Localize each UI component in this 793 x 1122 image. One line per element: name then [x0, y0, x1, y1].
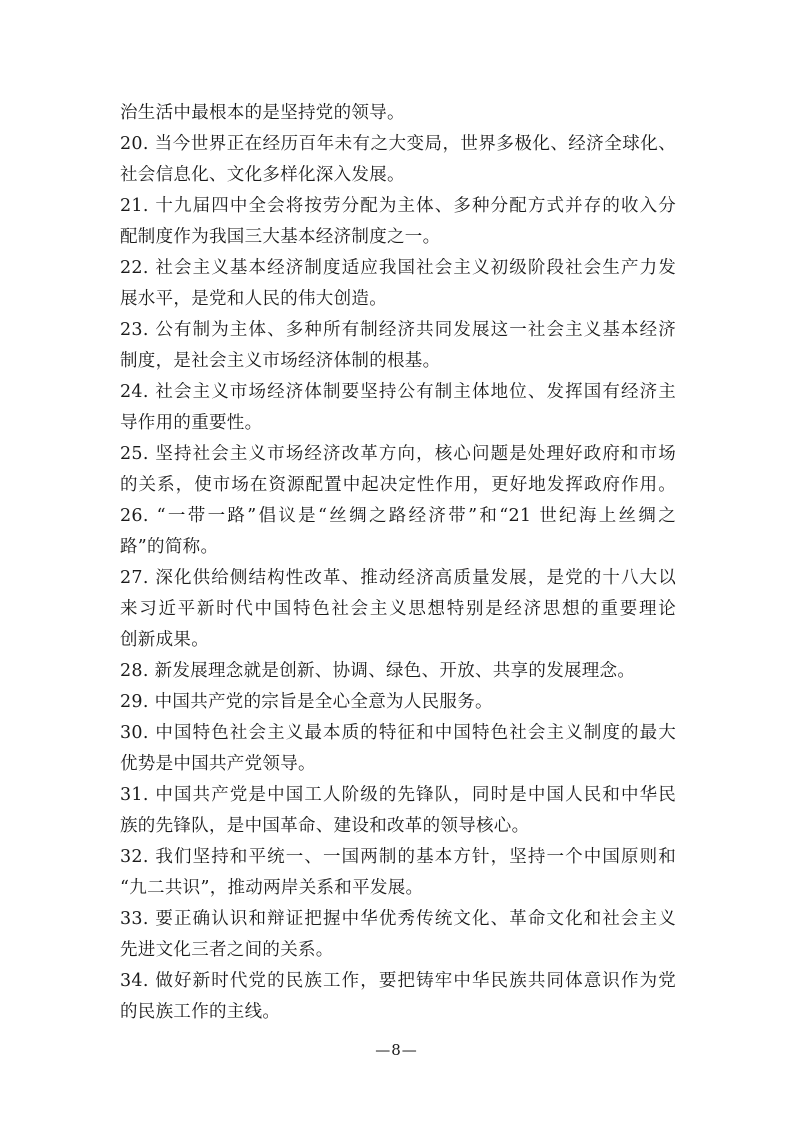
text-line: 34. 做好新时代党的民族工作，要把铸牢中华民族共同体意识作为党	[120, 971, 676, 991]
text-line: 创新成果。	[120, 630, 209, 650]
text-line: 的民族工作的主线。	[120, 1002, 281, 1022]
text-line: 展水平，是党和人民的伟大创造。	[120, 289, 387, 309]
text-line: 25. 坚持社会主义市场经济改革方向，核心问题是处理好政府和市场	[120, 444, 676, 464]
text-line: 32. 我们坚持和平统一、一国两制的基本方针，坚持一个中国原则和	[120, 847, 676, 867]
text-line: 21. 十九届四中全会将按劳分配为主体、多种分配方式并存的收入分	[120, 196, 676, 216]
text-line: 23. 公有制为主体、多种所有制经济共同发展这一社会主义基本经济	[120, 320, 676, 340]
document-body	[120, 98, 676, 1028]
text-line: 29. 中国共产党的宗旨是全心全意为人民服务。	[120, 692, 493, 712]
text-line: 30. 中国特色社会主义最本质的特征和中国特色社会主义制度的最大	[120, 723, 676, 743]
text-line: 路”的简称。	[120, 537, 219, 557]
text-line: 的关系，使市场在资源配置中起决定性作用，更好地发挥政府作用。	[120, 475, 676, 495]
text-line: 来习近平新时代中国特色社会主义思想特别是经济思想的重要理论	[120, 599, 676, 619]
text-line: 27. 深化供给侧结构性改革、推动经济高质量发展，是党的十八大以	[120, 568, 676, 588]
text-line: “九二共识”，推动两岸关系和平发展。	[120, 878, 424, 898]
text-line: 22. 社会主义基本经济制度适应我国社会主义初级阶段社会生产力发	[120, 258, 676, 278]
text-line: 社会信息化、文化多样化深入发展。	[120, 165, 405, 185]
text-line: 28. 新发展理念就是创新、协调、绿色、开放、共享的发展理念。	[120, 661, 636, 681]
page-number: —8—	[375, 1041, 418, 1059]
text-line: 配制度作为我国三大基本经济制度之一。	[120, 227, 441, 247]
text-line: 导作用的重要性。	[120, 413, 263, 433]
text-line: 族的先锋队，是中国革命、建设和改革的领导核心。	[120, 816, 530, 836]
text-line: 31. 中国共产党是中国工人阶级的先锋队，同时是中国人民和中华民	[120, 785, 676, 805]
text-line: 33. 要正确认识和辩证把握中华优秀传统文化、革命文化和社会主义	[120, 909, 676, 929]
text-line: 优势是中国共产党领导。	[120, 754, 316, 774]
text-line: 20. 当今世界正在经历百年未有之大变局，世界多极化、经济全球化、	[120, 134, 676, 154]
text-line: 先进文化三者之间的关系。	[120, 940, 334, 960]
text-line: 治生活中最根本的是坚持党的领导。	[120, 103, 405, 123]
text-line: 24. 社会主义市场经济体制要坚持公有制主体地位、发挥国有经济主	[120, 382, 676, 402]
text-line: 26. “一带一路”倡议是“丝绸之路经济带”和“21 世纪海上丝绸之	[120, 506, 676, 526]
text-line: 制度，是社会主义市场经济体制的根基。	[120, 351, 441, 371]
